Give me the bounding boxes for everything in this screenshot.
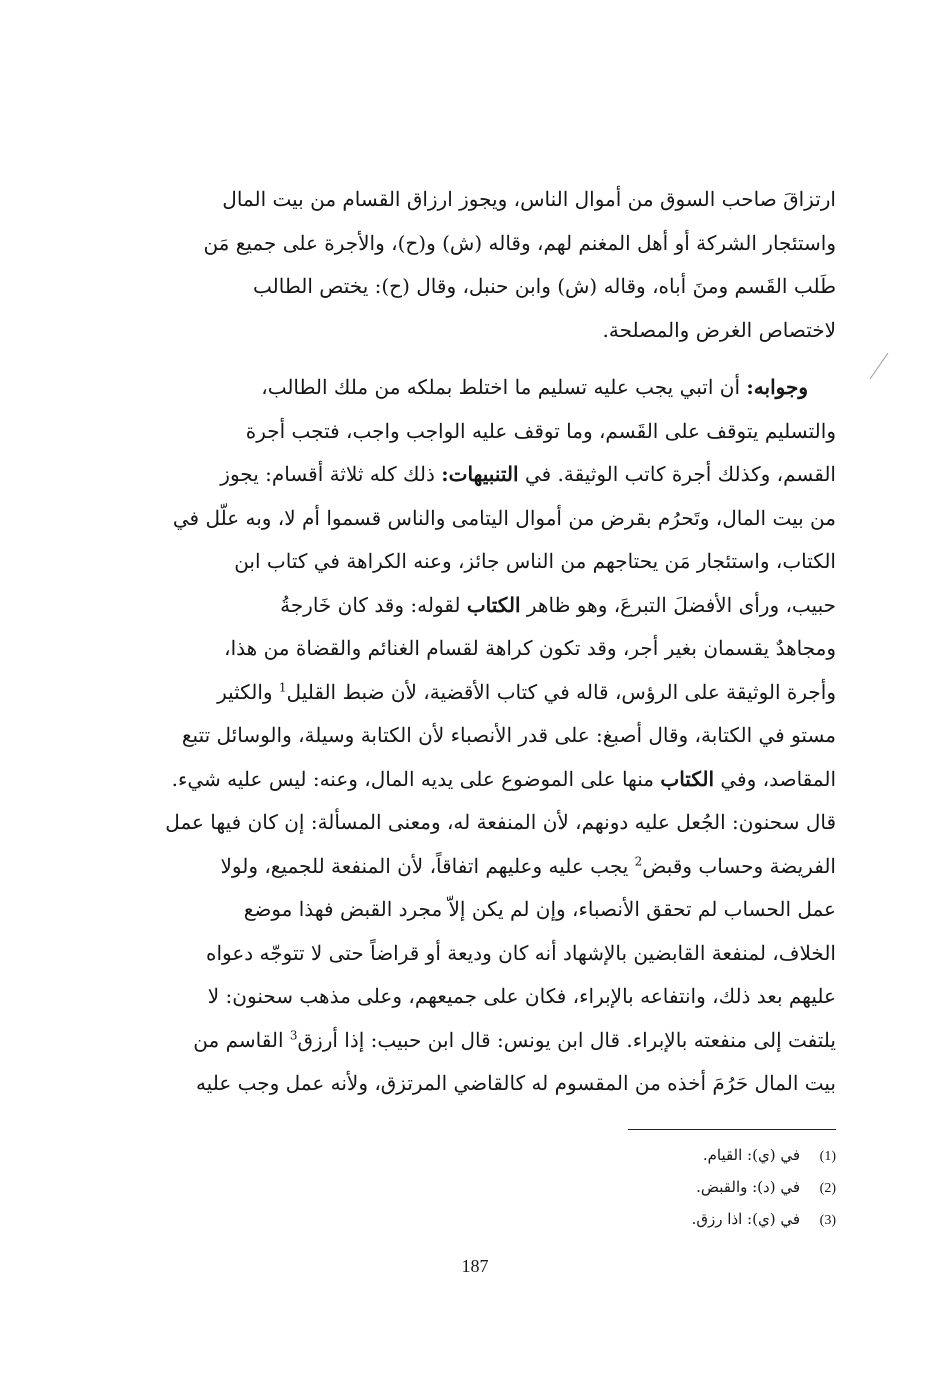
text-line: عمل الحساب لم تحقق الأنصباء، وإن لم يكن إلاّ مجرد القبض فهذا موضع	[243, 897, 836, 921]
text-segment: يجب عليه وعليهم اتفاقاً، لأن المنفعة للجميع، ولولا	[220, 853, 629, 878]
text-segment: لقوله: وقد كان خَارجةُ	[280, 592, 461, 617]
footnote-marker-2: 2	[634, 853, 643, 868]
text-line: قال سحنون: الجُعل عليه دونهم، لأن المنفعة له، ومعنى المسألة: إن كان فيها عمل	[165, 810, 836, 834]
text-line: لاختصاص الغرض والمصلحة.	[602, 317, 836, 342]
footnote-1	[500, 1140, 836, 1172]
footnote-text: في (ي): القيام.	[702, 1146, 800, 1164]
text-line: بيت المال حَرُمَ أخذه من المقسوم له كالقاضي المرتزق، ولأنه عمل وجب عليه	[195, 1071, 836, 1095]
text-segment: منها على الموضوع على يديه المال، وعنه: ليس عليه شيء.	[171, 766, 655, 791]
footnote-divider	[628, 1129, 836, 1130]
text-segment: يلتفت إلى منفعته بالإبراء. قال ابن يونس: قال ابن حبيب: إذا أرزق	[297, 1027, 836, 1052]
text-segment: القسم، وكذلك أجرة كاتب الوثيقة. في	[524, 462, 836, 486]
bold-tanbihat: التنبيهات:	[441, 462, 519, 486]
text-line	[160, 671, 836, 715]
text-segment: والكثير	[217, 679, 273, 704]
footnote-marker-3: 3	[289, 1027, 298, 1042]
text-line	[160, 1019, 836, 1063]
text-line: الكتاب، واستئجار مَن يحتاجهم من الناس جائز، وعنه الكراهة في كتاب ابن	[234, 549, 836, 573]
text-line: الخلاف، لمنفعة القابضين بالإشهاد أنه كان وديعة أو قراضاً حتى لا تتوجّه دعواه	[205, 940, 836, 965]
lead-word: وجوابه:	[746, 375, 808, 399]
text-line: ومجاهدٌ يقسمان بغير أجر، وقد تكون كراهة لقسام الغنائم والقضاة من هذا،	[224, 636, 836, 660]
text-line	[160, 845, 836, 889]
footnote-2	[500, 1172, 836, 1204]
text-line: ارتزاقَ صاحب السوق من أموال الناس، ويجوز ارزاق القسام من بيت المال	[222, 187, 836, 211]
text-segment: وأجرة الوثيقة على الرؤس، قاله في كتاب الأقضية، لأن ضبط القليل	[286, 679, 836, 704]
text-line: مستو في الكتابة، وقال أصبغ: على قدر الأنصباء لأن الكتابة وسيلة، والوسائل تتبع	[181, 723, 836, 747]
margin-pencil-mark	[868, 352, 890, 380]
text-segment: الفريضة وحساب وقبض	[642, 853, 836, 878]
footnote-text: في (ي): اذا رزق.	[691, 1210, 800, 1228]
text-line: والتسليم يتوقف على القَسم، وما توقف عليه الواجب واجب، فتجب أجرة	[245, 418, 836, 443]
text-segment: حبيب، ورأى الأفضلَ التبرعَ، وهو ظاهر	[526, 592, 836, 617]
paragraph-1	[160, 178, 836, 352]
text-line: من بيت المال، وتَحرُم بقرض من أموال اليتامى والناس قسموا أم لا، وبه علّل في	[172, 505, 836, 530]
footnotes	[500, 1140, 836, 1236]
footnote-marker-1: 1	[278, 679, 287, 694]
text-segment: القاسم من	[193, 1027, 284, 1052]
text-line	[160, 584, 836, 628]
footnote-text: في (د): والقبض.	[696, 1178, 800, 1196]
text-segment: المقاصد، وفي	[720, 766, 836, 791]
footnote-3	[500, 1204, 836, 1236]
bold-kitab: الكتاب	[660, 766, 715, 791]
text-line: طَلب القَسم ومنَ أباه، وقاله (ش) وابن حنبل، وقال (ح): يختص الطالب	[253, 274, 836, 298]
page-number: 187	[461, 1256, 489, 1276]
text-segment: ذلك كله ثلاثة أقسام: يجوز	[220, 462, 435, 486]
paragraph-2	[160, 366, 836, 1106]
main-text	[160, 178, 836, 1106]
text-line	[160, 758, 836, 802]
text-segment: أن اتبي يجب عليه تسليم ما اختلط بملكه من ملك الطالب،	[261, 375, 741, 399]
text-line	[160, 453, 836, 497]
text-line	[160, 366, 836, 410]
footnote-number: (3)	[819, 1213, 836, 1228]
footnote-number: (2)	[819, 1181, 836, 1196]
footnote-number: (1)	[819, 1149, 836, 1164]
text-line: عليهم بعد ذلك، وانتفاعه بالإبراء، فكان على جميعهم، وعلى مذهب سحنون: لا	[207, 984, 836, 1008]
bold-kitab: الكتاب	[466, 592, 521, 617]
text-line: واستئجار الشركة أو أهل المغنم لهم، وقاله (ش) و(ح)، والأجرة على جميع مَن	[203, 230, 836, 255]
